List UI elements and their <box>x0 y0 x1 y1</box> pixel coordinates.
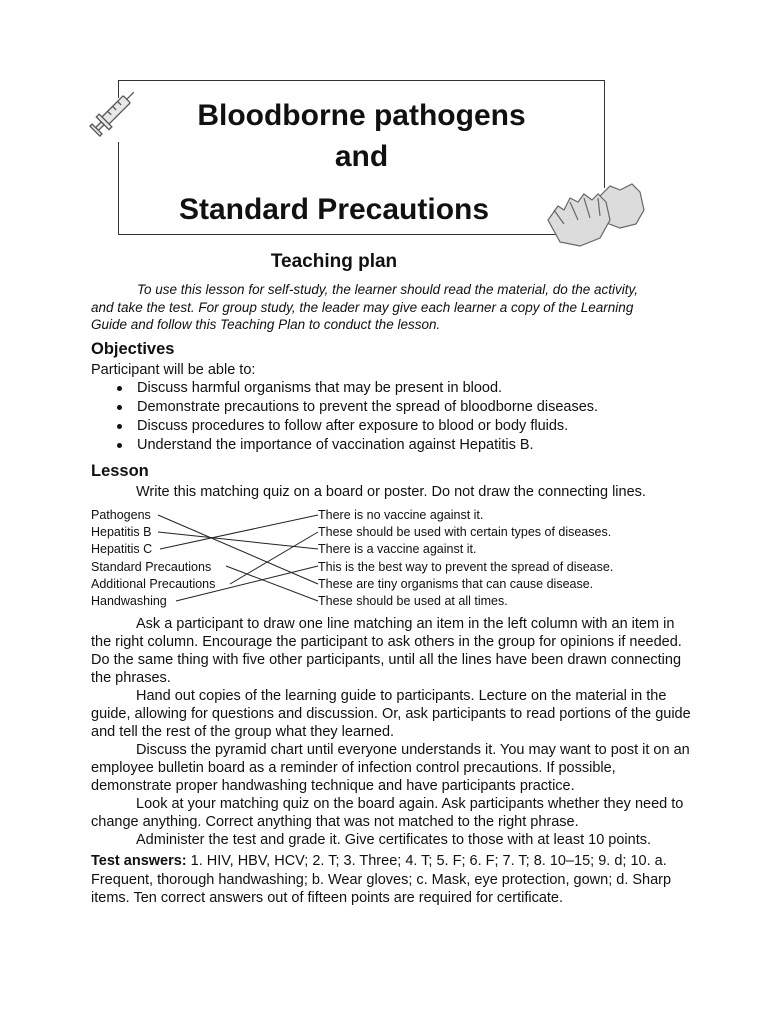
quiz-left-item: Handwashing <box>91 594 167 609</box>
list-item: Discuss procedures to follow after exposure to blood or body fluids. <box>91 417 691 436</box>
test-answers <box>91 852 691 908</box>
lesson-heading: Lesson <box>91 462 149 480</box>
body-paragraph <box>91 795 691 831</box>
quiz-left-item: Pathogens <box>91 508 151 522</box>
quiz-left-item: Hepatitis B <box>91 525 152 540</box>
quiz-right-item: There is no vaccine against it. <box>318 508 484 522</box>
quiz-left-item: Hepatitis C <box>91 542 153 557</box>
intro-text: To use this lesson for self-study, the learner should read the material, do the activity, and take the test. For group study, the leader may give each learner a copy of the Learning Guide and follow this Teaching Plan to conduct the lesson. <box>91 282 639 332</box>
quiz-right-item: These are tiny organisms that can cause disease. <box>318 576 594 591</box>
subtitle: Teaching plan <box>270 251 398 272</box>
body-paragraph <box>91 687 691 741</box>
list-item: Demonstrate precautions to prevent the spread of bloodborne diseases. <box>91 398 691 417</box>
body-paragraph <box>91 741 691 795</box>
list-item: Discuss harmful organisms that may be present in blood. <box>91 379 691 398</box>
quiz-left-item: Standard Precautions <box>91 559 212 574</box>
title-line-2: and <box>334 140 389 173</box>
test-answers-text: 1. HIV, HBV, HCV; 2. T; 3. Three; 4. T; 5. F; 6. F; 7. T; 8. 10–15; 9. d; 10. a. Frequent, thorough handwashing; b. Wear gloves; c. Mask, eye protection, gown; d. Sharp items. Ten correct answers out of fifteen points are required for certificate. <box>91 853 672 906</box>
quiz-line-hepatitis-c <box>160 515 318 549</box>
body-paragraph-text: Look at your matching quiz on the board again. Ask participants whether they need to change anything. Correct anything that was not matched to the right phrase. <box>91 796 684 830</box>
lesson-instruction: Write this matching quiz on a board or poster. Do not draw the connecting lines. <box>136 484 646 500</box>
objectives-lead: Participant will be able to: <box>91 362 256 378</box>
body-paragraph <box>91 615 691 687</box>
objectives-heading: Objectives <box>91 340 175 358</box>
quiz-right-item: These should be used with certain types of diseases. <box>318 525 612 540</box>
title-line-3: Standard Precautions <box>178 193 490 226</box>
quiz-line-additional <box>230 532 318 584</box>
quiz-left-item: Additional Precautions <box>91 576 216 591</box>
body-paragraph-text: Hand out copies of the learning guide to participants. Lecture on the material in the guide, allowing for questions and discussion. Or, ask participants to read portions of the guide and tell the rest of the group what they learned. <box>91 688 691 740</box>
body-paragraph-text: Ask a participant to draw one line matching an item in the left column with an item in the right column. Encourage the participant to ask others in the group for opinions if needed. Do the same thing with five other participants, until all the lines have been drawn connecting the phrases. <box>91 616 682 686</box>
body-paragraph <box>91 831 691 849</box>
list-item: Understand the importance of vaccination against Hepatitis B. <box>91 436 691 455</box>
test-answers-label: Test answers: <box>91 853 187 869</box>
quiz-line-pathogens <box>158 515 318 584</box>
quiz-line-standard <box>226 566 318 601</box>
body-paragraph-text: Discuss the pyramid chart until everyone understands it. You may want to post it on an employee bulletin board as a reminder of infection control precautions. If possible, demonstrate proper handwashing technique and have participants practice. <box>91 742 690 794</box>
body-paragraph-text: Administer the test and grade it. Give certificates to those with at least 10 points. <box>136 832 652 848</box>
quiz-line-handwashing <box>176 566 318 601</box>
quiz-right-item: There is a vaccine against it. <box>318 542 477 557</box>
quiz-right-item: These should be used at all times. <box>318 594 508 609</box>
quiz-right-item: This is the best way to prevent the spread of disease. <box>318 559 614 574</box>
title-line-1: Bloodborne pathogens <box>197 99 526 132</box>
lesson-body <box>91 615 691 849</box>
